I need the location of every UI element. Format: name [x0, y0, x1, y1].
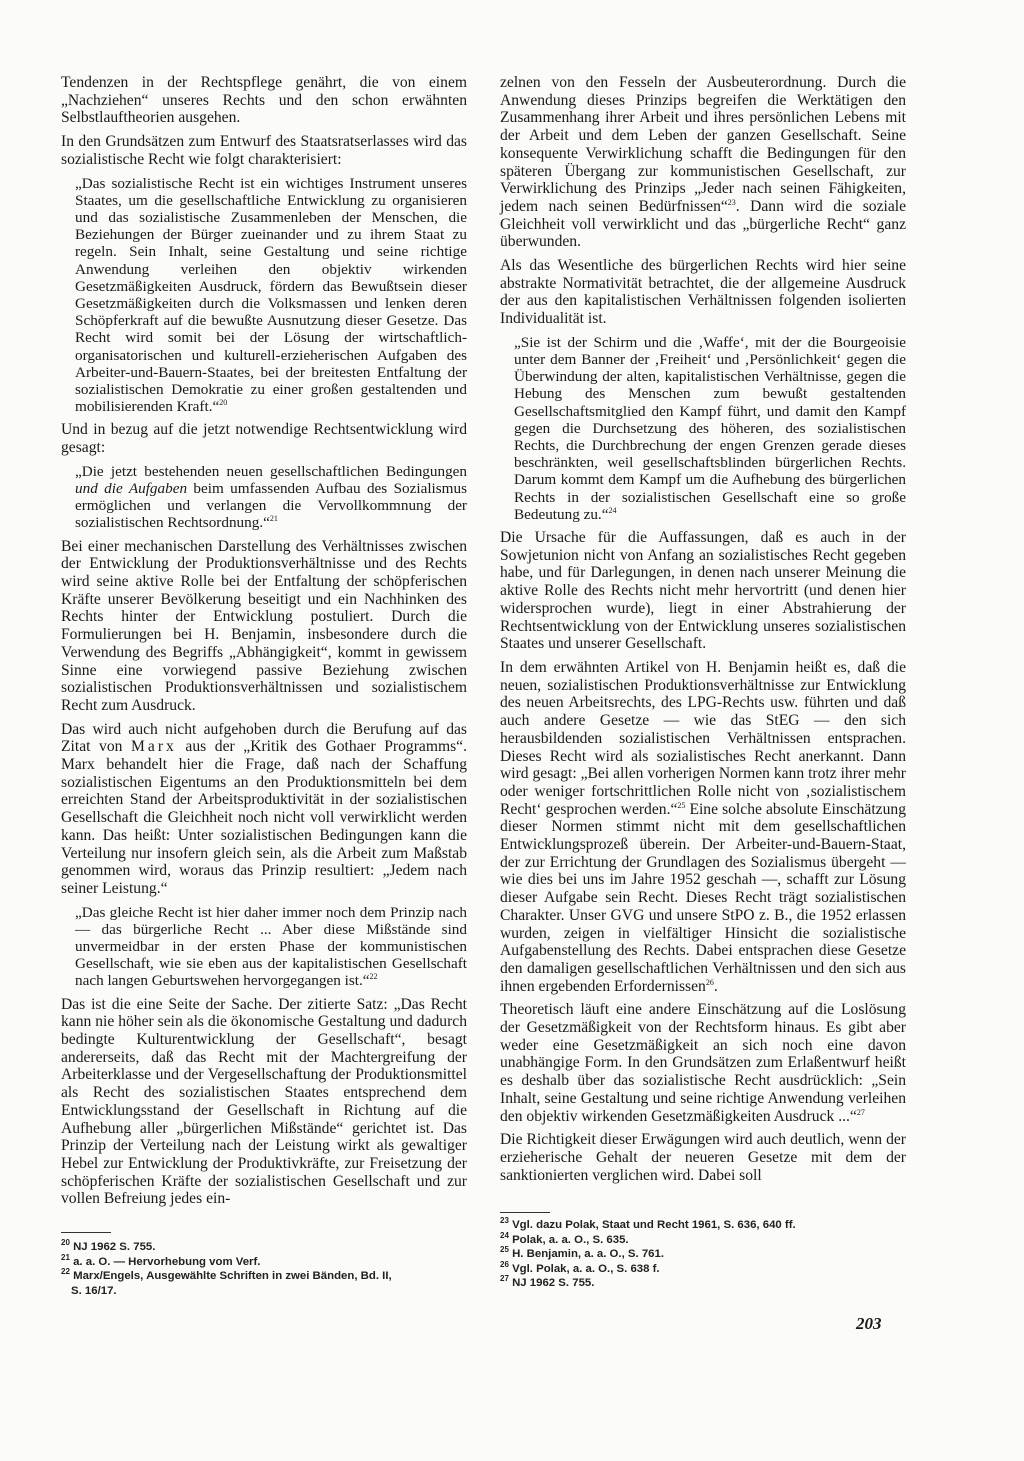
footnote [500, 1230, 910, 1248]
footnote-ref: 22 [369, 972, 378, 982]
footnote-ref: 21 [269, 514, 278, 524]
footnote-number: 23 [500, 1216, 509, 1226]
text: Theoretisch läuft eine andere Einschätzung auf die Loslösung der Gesetzmäßigkeit von der Rechtsform hinaus. Es gibt aber weder eine Gesetzmäßigkeit an sich noch eine davon unabhängige Form. In den Grundsätzen zum Erlaßentwurf heißt es deshalb über das sozialistische Recht ausdrücklich: „Sein Inhalt, seine Gestaltung und seine richtige Anwendung verleihen den objektiv wirkenden Gesetzmäßigkeiten Ausdruck ...“ [500, 1001, 906, 1125]
quotation [514, 334, 906, 523]
footnote [61, 1252, 471, 1270]
footnote-divider [61, 1232, 111, 1233]
footnote-ref: 23 [727, 197, 736, 207]
paragraph [500, 74, 906, 251]
text: Eine solche absolute Einschätzung dieser Normen stimmt nicht mit dem gesellschaftlichen Entwicklungsprozeß überein. Der Arbeiter-und-Bauern-Staat, der zur Errichtung der Grundlagen des Sozialismus übergeht — wie dies bei uns im Jahre 1952 geschah —, schafft zur Lösung dieser Aufgabe sein Recht. Dieses Recht trägt sozialistischen Charakter. Unser GVG und unsere StPO z. B., die 1952 erlassen wurden, zeigen in vielfältiger Hinsicht die sozialistische Aufgabenstellung des Rechts. Dabei entsprachen diese Gesetze den damaligen gesellschaftlichen Verhältnissen und den sich aus ihnen ergebenden Erfordernissen [500, 800, 906, 995]
footnote [500, 1276, 910, 1291]
footnote-text: Marx/Engels, Ausgewählte Schriften in zwei Bänden, Bd. II, [73, 1270, 392, 1282]
paragraph [61, 721, 467, 898]
quote-text: „Das sozialistische Recht ist ein wichtiges Instrument unseres Staates, um die gesellschaftliche Entwicklung zu organisieren und das sozialistische Zusammenleben der Menschen, die Beziehungen der Bürger zueinander und zu ihrem Staat zu regeln. Sein Inhalt, seine Gestaltung und seine richtige Anwendung verleihen den objektiv wirkenden Gesetzmäßigkeiten Ausdruck, fördern das Bewußtsein dieser Gesetzmäßigkeiten durch die Volksmassen und lenken deren Schöpferkraft auf die bewußte Ausnutzung dieser Gesetze. Das Recht wird somit bei der Lösung der wirtschaftlich-organisatorischen und kulturell-erzieherischen Aufgaben des Arbeiter-und-Bauern-Staates, bei der breitesten Entfaltung der sozialistischen Demokratie zu einer großen gestaltenden und mobilisierenden Kraft.“ [75, 174, 467, 416]
text: In dem erwähnten Artikel von H. Benjamin heißt es, daß die neuen, sozialistischen Produktionsverhältnisse zur Entwicklung des neuen Arbeitsrechts, des LPG-Rechts usw. führten und daß auch andere Gesetze — wie das StEG — den sich herausbildenden sozialistischen Verhältnissen entsprachen. Dieses Recht wird als sozialistisches Recht anerkannt. Dann wird gesagt: „Bei allen vorherigen Normen kann trotz ihrer mehr oder weniger fortschrittlichen Rolle nicht von ‚sozialistischem Recht‘ gesprochen werden.“ [500, 659, 906, 818]
footnote [61, 1269, 471, 1284]
quote-text: „Die jetzt bestehenden neuen gesellschaftlichen Bedingungen [75, 462, 467, 480]
paragraph: Tendenzen in der Rechtspflege genährt, die von einem „Nachziehen“ unseres Rechts und den schon erwähnten Selbstlauftheorien ausgehen. [61, 74, 467, 127]
quotation [75, 175, 467, 416]
footnote-text: H. Benjamin, a. a. O., S. 761. [512, 1248, 665, 1260]
paragraph [500, 1001, 906, 1125]
footnote-number: 22 [61, 1267, 70, 1277]
footnote-text: NJ 1962 S. 755. [512, 1277, 595, 1289]
footnote-text: a. a. O. — Hervorhebung vom Verf. [73, 1255, 261, 1268]
footnote [61, 1284, 471, 1299]
footnote-number: 25 [500, 1245, 509, 1255]
spaced-name: Marx [131, 738, 177, 756]
quote-text: „Sie ist der Schirm und die ‚Waffe‘, mit der die Bourgeoisie unter dem Banner der ‚Freiheit‘ und ‚Persönlichkeit‘ gegen die Überwindung der alten, kapitalistischen Verhältnisse, gegen die Hebung des Menschen zum bewußt gestaltenden Gesellschaftsmitglied den Kampf führt, und damit den Kampf gegen die Durchsetzung des höheren, des sozialistischen Rechts, die Durchbrechung der engen Grenzen gerade dieses beschränkten, weil gesellschaftsblinden bürgerlichen Rechts. Darum kommt dem Kampf um die Aufhebung des bürgerlichen Rechts in der sozialistischen Gesellschaft eine so große Bedeutung zu.“ [514, 333, 906, 523]
footnote-text: Vgl. Polak, a. a. O., S. 638 f. [512, 1262, 660, 1275]
paragraph: Die Richtigkeit dieser Erwägungen wird auch deutlich, wenn der erzieherische Gehalt der neueren Gesetze mit dem der sanktionierten verglichen wird. Dabei soll [500, 1131, 906, 1184]
left-column [61, 74, 467, 1214]
emphasis: und die Aufgaben [75, 479, 188, 497]
paragraph: In den Grundsätzen zum Entwurf des Staatsratserlasses wird das sozialistische Recht wie folgt charakterisiert: [61, 133, 467, 168]
text: aus der „Kritik des Gothaer Programms“. Marx behandelt hier die Frage, daß nach der Schaffung sozialistischen Eigentums an den Produktionsmitteln bei dem erreichten Stand der Arbeitsproduktivität in der sozialistischen Gesellschaft die Gleichheit noch nicht voll verwirklicht werden kann. Das heißt: Unter sozialistischen Bedingungen kann die Verteilung nur insofern gleich sein, als die Arbeit zum Maßstab genommen wird, woraus das Prinzip resultiert: „Jedem nach seiner Leistung.“ [61, 738, 467, 897]
right-column [500, 74, 906, 1190]
footnote-ref: 24 [608, 505, 617, 515]
footnote-number: 26 [500, 1259, 509, 1269]
quotation [75, 463, 467, 532]
page-number: 203 [856, 1314, 882, 1333]
footnote [500, 1259, 910, 1277]
footnotes-right [500, 1218, 910, 1291]
paragraph: Bei einer mechanischen Darstellung des Verhältnisses zwischen der Entwicklung der Produktionsverhältnisse und des Rechts wird seine aktive Rolle bei der Entfaltung der schöpferischen Kräfte unserer Bevölkerung beseitigt und ein Nachhinken des Rechts hinter der Entwicklung postuliert. Durch die Formulierungen bei H. Benjamin, insbesondere durch die Verwendung des Begriffs „Abhängigkeit“, kommt in gewissem Sinne eine vorwiegend passive Beziehung zwischen sozialistischen Produktionsverhältnissen und sozialistischem Recht zum Ausdruck. [61, 537, 467, 714]
text: Das wird auch nicht aufgehoben durch die Berufung auf das Zitat von [61, 720, 467, 756]
footnote-number: 27 [500, 1274, 509, 1284]
footnote-text: NJ 1962 S. 755. [73, 1241, 156, 1253]
paragraph: Und in bezug auf die jetzt notwendige Rechtsentwicklung wird gesagt: [61, 421, 467, 457]
footnote-number: 24 [500, 1230, 509, 1240]
footnote-number: 20 [61, 1238, 70, 1248]
quotation [75, 904, 467, 990]
quote-text: „Das gleiche Recht ist hier daher immer noch dem Prinzip nach — das bürgerliche Recht ... Aber diese Mißstände sind unvermeidbar in der ersten Phase der kommunistischen Gesellschaft, wie sie eben aus der kapitalistischen Gesellschaft nach langen Geburtswehen hervorgegangen ist.“ [75, 903, 467, 990]
footnotes-left [61, 1240, 471, 1298]
footnote-ref: 26 [705, 977, 714, 987]
text: zelnen von den Fesseln der Ausbeuterordnung. Durch die Anwendung dieses Prinzips begreifen die Werktätigen den Zusammenhang ihrer Arbeit und ihres persönlichen Lebens mit der Arbeit und dem Leben der ganzen Gesellschaft. Seine konsequente Verwirklichung schafft die Bedingungen für den späteren Übergang zur kommunistischen Gesellschaft, zur Verwirklichung des Prinzips „Jeder nach seinen Fähigkeiten, jedem nach seinen Bedürfnissen“ [500, 74, 906, 215]
footnote-ref: 27 [856, 1107, 865, 1117]
text: . [713, 977, 718, 995]
footnote [500, 1247, 910, 1262]
footnote [500, 1218, 910, 1233]
footnote-divider [500, 1212, 550, 1213]
text: . Dann wird die soziale Gleichheit voll verwirklicht und das „bürgerliche Recht“ ganz überwunden. [500, 197, 907, 251]
footnote-ref: 25 [677, 800, 686, 810]
paragraph: Die Ursache für die Auffassungen, daß es auch in der Sowjetunion nicht von Anfang an sozialistisches Recht gegeben habe, und für Darlegungen, in denen nach unserer Meinung die aktive Rolle des Rechts nicht mehr hervortritt (und denen hier widersprochen wurde), liegt in einer Abstrahierung der Rechtsentwicklung von der Entwicklung unseres sozialistischen Staates und unserer Gesellschaft. [500, 529, 906, 653]
footnote-ref: 20 [219, 398, 228, 408]
footnote [61, 1240, 471, 1255]
footnote-text: Polak, a. a. O., S. 635. [512, 1233, 629, 1246]
footnote-text: S. 16/17. [71, 1284, 117, 1297]
footnote-number: 21 [61, 1252, 70, 1262]
quote-text: beim umfassenden Aufbau des Sozialismus ermöglichen und verlangen die Vervollkommnung der sozialistischen Rechtsordnung.“ [75, 479, 467, 532]
paragraph: Das ist die eine Seite der Sache. Der zitierte Satz: „Das Recht kann nie höher sein als die ökonomische Gestaltung und dadurch bedingte Kulturentwicklung der Gesellschaft“, besagt andererseits, daß das Recht mit der Machtergreifung der Arbeiterklasse und der Vergesellschaftung der Produktionsmittel als Recht des sozialistischen Staates entsprechend dem Entwicklungsstand der Gesellschaft in Richtung auf die Aufhebung aller „bürgerlichen Mißstände“ gerichtet ist. Das Prinzip der Verteilung nach der Leistung wirkt als gewaltiger Hebel zur Entwicklung der Produktivkräfte, zur Freisetzung der schöpferischen Kräfte der sozialistischen Gesellschaft und zur vollen Befreiung jedes ein- [61, 995, 467, 1208]
paragraph [500, 659, 906, 995]
footnote-text: Vgl. dazu Polak, Staat und Recht 1961, S. 636, 640 ff. [512, 1219, 796, 1231]
paragraph: Als das Wesentliche des bürgerlichen Rechts wird hier seine abstrakte Normativität betrachtet, die der allgemeine Ausdruck der aus den kapitalistischen Verhältnissen folgenden isolierten Individualität ist. [500, 257, 906, 328]
